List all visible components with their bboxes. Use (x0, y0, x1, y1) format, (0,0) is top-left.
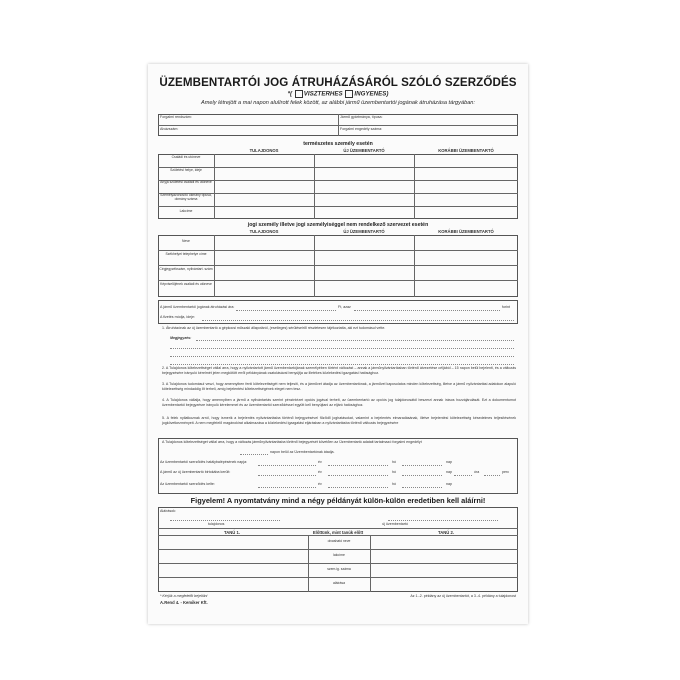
handover-statement: A Tulajdonos kötelezettséget vállal arra, hogy a változás járműnyilvántartásba történő bejegyzését követően az Üzembentartó adatait tartalmazó forgalmi engedélyt (162, 440, 422, 444)
paid-option-label: VISZTERHES (303, 90, 343, 98)
effective-date-label: Az üzembentartói szerződés hatálybalépésének napja: (160, 460, 248, 464)
price-currency-end: forint (502, 305, 510, 309)
footer-note: * Kérjük a megfelelőt bejelölni (160, 594, 208, 598)
legal-col-new-holder: ÚJ ÜZEMBENTARTÓ (343, 229, 385, 234)
handover-days-label: napon belül az Üzembentartónak átadja. (270, 450, 335, 454)
free-checkbox[interactable] (345, 90, 353, 98)
legal-row-registry: Cégjegyzékszám, nyilvántart. szám (159, 267, 213, 271)
possession-label: A jármű az új üzembentartó birtokába került: (160, 470, 231, 474)
signature-warning: Figyelem! A nyomtatvány mind a négy példányát külön-külön eredetiben kell aláírni! (190, 496, 486, 505)
plate-label: Forgalmi rendszám: (160, 115, 192, 119)
witness-row-signature: aláírása (332, 581, 346, 585)
legal-row-seat: Székhelyei telephelye címe (165, 252, 207, 256)
legal-col-owner: TULAJDONOS (249, 229, 279, 234)
clause-5: 5. A felek nyilatkoznak arról, hogy ismerik a bejelentés nyilvántartásba történő bejegyzésével fűződő joghatásokat, valamint a bejelentés elmaradásának, illetve bejelentési kötelezettség késedelmes teljesítésének jogkövetkezményeit. A nem megfelelő magánokirat alkalmazása a közlekedési igazgatási eljárásban a nyilvántartásba történő változás bejegyzésére (162, 416, 516, 425)
clause-1: 1. Átruházónak az új üzembentartó a gépkocsi műszaki állapotáról, (esetleges) sérüléseiről részletesen tájékoztatta, aki ezt tudomásul vette. (162, 326, 386, 330)
witness-row-id-number: szem.ig. száma (327, 567, 351, 571)
new-holder-signature-label: új üzembentartó (382, 522, 408, 526)
clause-3: 3. A Tulajdonos tudomásul veszi, hogy amennyiben fenti kötelezettségét nem teljesíti, és a járművet átadja az üzembentartónak, a járművel kapcsolatos minden kötelezettség, illetve a jármű nyilvántartási adatokon alapuló kötelezettség mindaddig őt terheli, amíg bejelentési kötelezettségének eleget nem tesz. (162, 382, 516, 391)
natural-col-owner: TULAJDONOS (249, 148, 279, 153)
registration-label: Forgalmi engedély száma: (340, 127, 383, 131)
natural-row-mother: Anyja születési családi és utóneve (160, 180, 212, 184)
legal-person-table (158, 235, 518, 297)
witness-1-heading: TANÚ 1. (224, 530, 240, 535)
footer-form-id: A.Rend 4. - Kemiker Kft. (160, 600, 208, 605)
free-option-label: INGYENES) (354, 90, 389, 98)
clause-2: 2. A Tulajdonos kötelezettséget vállal arra, hogy a nyilvántartott jármű üzembentartójának személyében történt változást – annak a járműnyilvántartásban történő átvezetése céljából – 15 napon belül bejelenti, és a változás bejegyzésére irányuló kérelmét jelen megkötött erről példányának csatolásával benyújtja az illetékes közlekedési igazgatási hatósághoz. (162, 366, 516, 375)
effective-month: hó (392, 460, 396, 464)
legal-person-heading: jogi személy illetve jogi személyiséggel nem rendelkező szervezet esetén (247, 222, 429, 228)
natural-person-heading: természetes személy esetén (303, 141, 373, 147)
price-label: A jármű üzembentartói jogának átruházási ára: (160, 305, 235, 309)
before-witnesses-label: Előttünk, mint tanúk előtt (312, 530, 364, 535)
legal-row-representative: Képviselőjének családi és utóneve (160, 282, 212, 286)
effective-day: nap (446, 460, 452, 464)
witness-row-address: lakcíme (333, 553, 345, 557)
natural-row-id-document: Személyazonosító okmány típusa, okmány száma (160, 193, 212, 201)
owner-signature-label: tulajdonos (208, 522, 225, 526)
possession-month: hó (392, 470, 396, 474)
form-title: ÜZEMBENTARTÓI JOG ÁTRUHÁZÁSÁRÓL SZÓLÓ SZERZŐDÉS (159, 76, 517, 89)
chassis-label: Alvázszám: (160, 127, 179, 131)
signatures-label: Aláírások: (160, 509, 176, 513)
natural-row-name: Családi és utóneve (171, 155, 201, 159)
contract-day: nap (446, 482, 452, 486)
form-intro: Amely létrejött a mai napon alulírott felek között, az alábbi jármű üzembentartói jogának átruházása tárgyában: (201, 100, 475, 106)
natural-row-address: Lakcíme (179, 209, 193, 213)
price-currency: Ft, azaz (338, 305, 351, 309)
legal-col-previous-holder: KORÁBBI ÜZEMBENTARTÓ (438, 229, 494, 234)
subtitle-prefix: *( (287, 90, 293, 98)
clause-4: 4. A Tulajdonos vállalja, hogy amennyiben a jármű a nyilvántartás szerint pénzintézet opciós jogával terhelt, az üzembentartó az opciós jog tulajdonosától beszerzi annak írásos hozzájárulását. Ezt a dokumentumot üzembentartói bejegyzésre irányuló kérelemmel és az üzembentartói szerződéssel együtt kell benyújtani az eljáró hatósághoz. (162, 398, 516, 407)
possession-year: év (318, 470, 322, 474)
natural-col-previous-holder: KORÁBBI ÜZEMBENTARTÓ (438, 148, 494, 153)
make-label: Jármű gyártmánya, típusa: (340, 115, 383, 119)
witness-2-heading: TANÚ 2. (438, 530, 454, 535)
effective-year: év (318, 460, 322, 464)
footer-copies: Az 1.-2. példány az új üzembentartót, a 3.-4. példány a tulajdonost (410, 594, 516, 598)
contract-date-label: Az üzembentartói szerződés kelte: (160, 482, 215, 486)
witness-row-name: olvasható neve (327, 539, 351, 543)
possession-hour: óra (474, 470, 480, 474)
remarks-label: Megjegyzés: (170, 336, 192, 340)
possession-day: nap (446, 470, 452, 474)
form-subtitle (148, 90, 528, 98)
natural-col-new-holder: ÚJ ÜZEMBENTARTÓ (343, 148, 385, 153)
paid-checkbox[interactable] (295, 90, 303, 98)
contract-month: hó (392, 482, 396, 486)
contract-year: év (318, 482, 322, 486)
natural-row-birth: Születési helye, ideje (170, 168, 202, 172)
legal-row-name: Neve (182, 239, 190, 243)
contract-form-sheet (148, 64, 528, 624)
possession-minute: perc (502, 470, 509, 474)
payment-label: A fizetés módja, ideje: (160, 315, 195, 319)
